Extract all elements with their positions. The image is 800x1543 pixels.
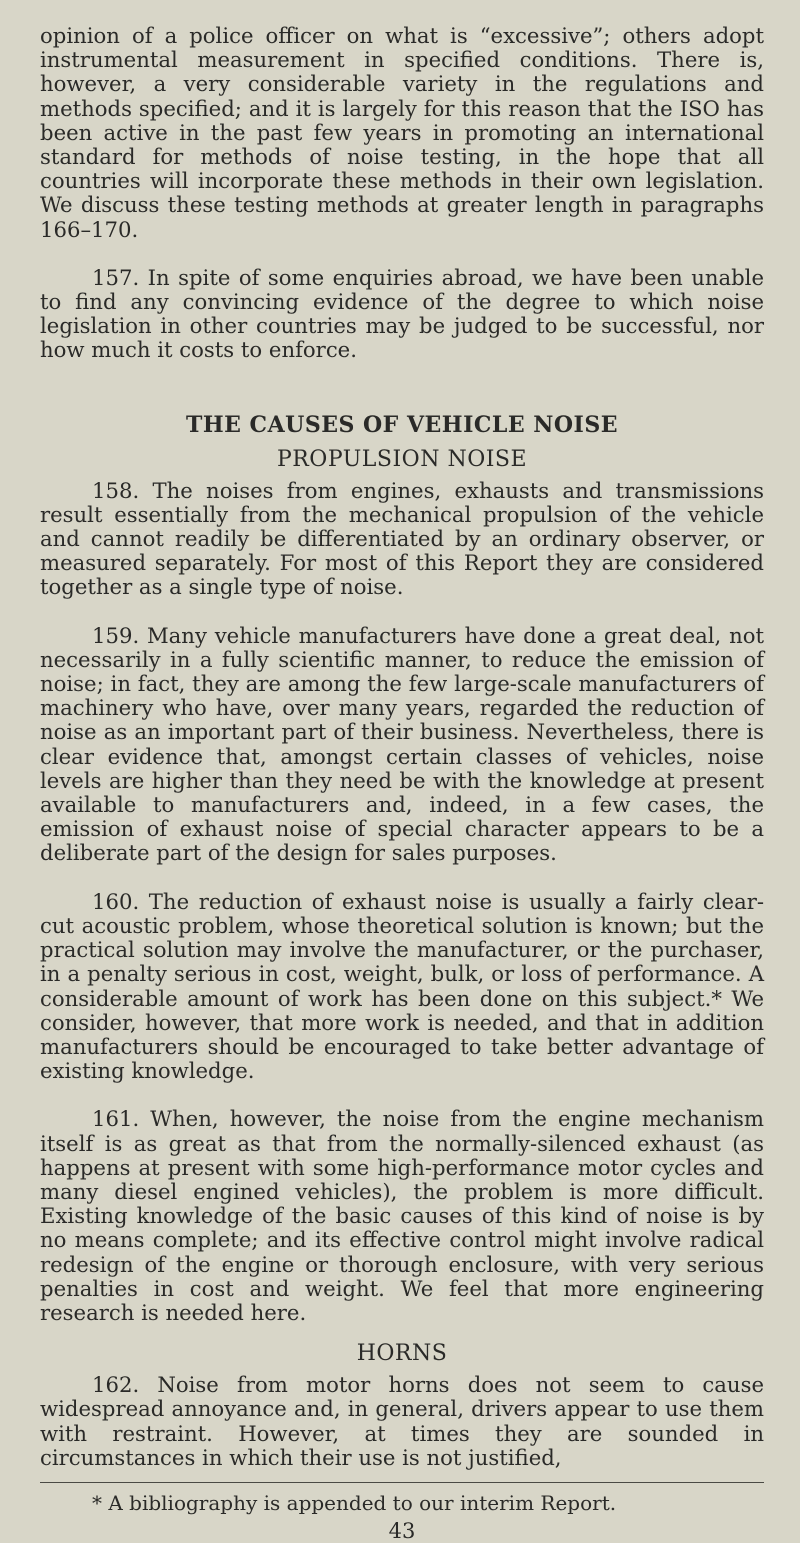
- paragraph-156-continued: opinion of a police officer on what is “excessive”; others adopt instrumental measurement in specified conditions. There is, however, a very considerable variety in the regulations and methods specified; and it is largely for this reason that the ISO has been active in the past few years in promoting an international standard for methods of noise testing, in the hope that all countries will incorporate these methods in their own legislation. We discuss these testing methods at greater length in paragraphs 166–170.: [40, 23, 764, 242]
- paragraph-162: 162. Noise from motor horns does not seem to cause widespread annoyance and, in general, drivers appear to use them with restraint. However, at times they are sounded in circumstances in which their use is not justified,: [40, 1372, 764, 1470]
- paragraph-157: 157. In spite of some enquiries abroad, we have been unable to find any convincing evidence of the degree to which noise legislation in other countries may be judged to be successful, nor how much it costs to enforce.: [40, 264, 764, 363]
- paragraph-161: 161. When, however, the noise from the engine mechanism itself is as great as that from the normally-silenced exhaust (as happens at present with some high-performance motor cycles and many diesel engined vehicles), the problem is more difficult. Existing knowledge of the basic causes of this kind of noise is by no means complete; and its effective control might involve radical redesign of the engine or thorough enclosure, with very serious penalties in cost and weight. We feel that more engineering research is needed here.: [40, 1106, 764, 1325]
- section-heading-causes-of-vehicle-noise: THE CAUSES OF VEHICLE NOISE: [185, 411, 619, 438]
- paragraph-159: 159. Many vehicle manufacturers have done a great deal, not necessarily in a fully scientific manner, to reduce the emission of noise; in fact, they are among the few large-scale manufacturers of machinery who have, over many years, regarded the reduction of noise as an important part of their business. Nevertheless, there is clear evidence that, amongst certain classes of vehicles, noise levels are higher than they need be with the knowledge at present available to manufacturers and, indeed, in a few cases, the emission of exhaust noise of special character appears to be a deliberate part of the design for sales purposes.: [40, 622, 764, 866]
- paragraph-158: 158. The noises from engines, exhausts and transmissions result essentially from the mechanical propulsion of the vehicle and cannot readily be differentiated by an ordinary observer, or measured separately. For most of this Report they are considered together as a single type of noise.: [40, 477, 764, 600]
- subheading-propulsion-noise: PROPULSION NOISE: [276, 446, 528, 472]
- footnote: * A bibliography is appended to our interim Report.: [92, 1490, 617, 1515]
- subheading-horns: HORNS: [356, 1341, 448, 1367]
- page-number: 43: [388, 1518, 416, 1543]
- paragraph-160: 160. The reduction of exhaust noise is usually a fairly clear-cut acoustic problem, whose theoretical solution is known; but the practical solution may involve the manufacturer, or the purchaser, in a penalty serious in cost, weight, bulk, or loss of performance. A considerable amount of work has been done on this subject.* We consider, however, that more work is needed, and that in addition manufacturers should be encouraged to take better advantage of existing knowledge.: [40, 888, 764, 1084]
- footnote-divider: [40, 1482, 764, 1483]
